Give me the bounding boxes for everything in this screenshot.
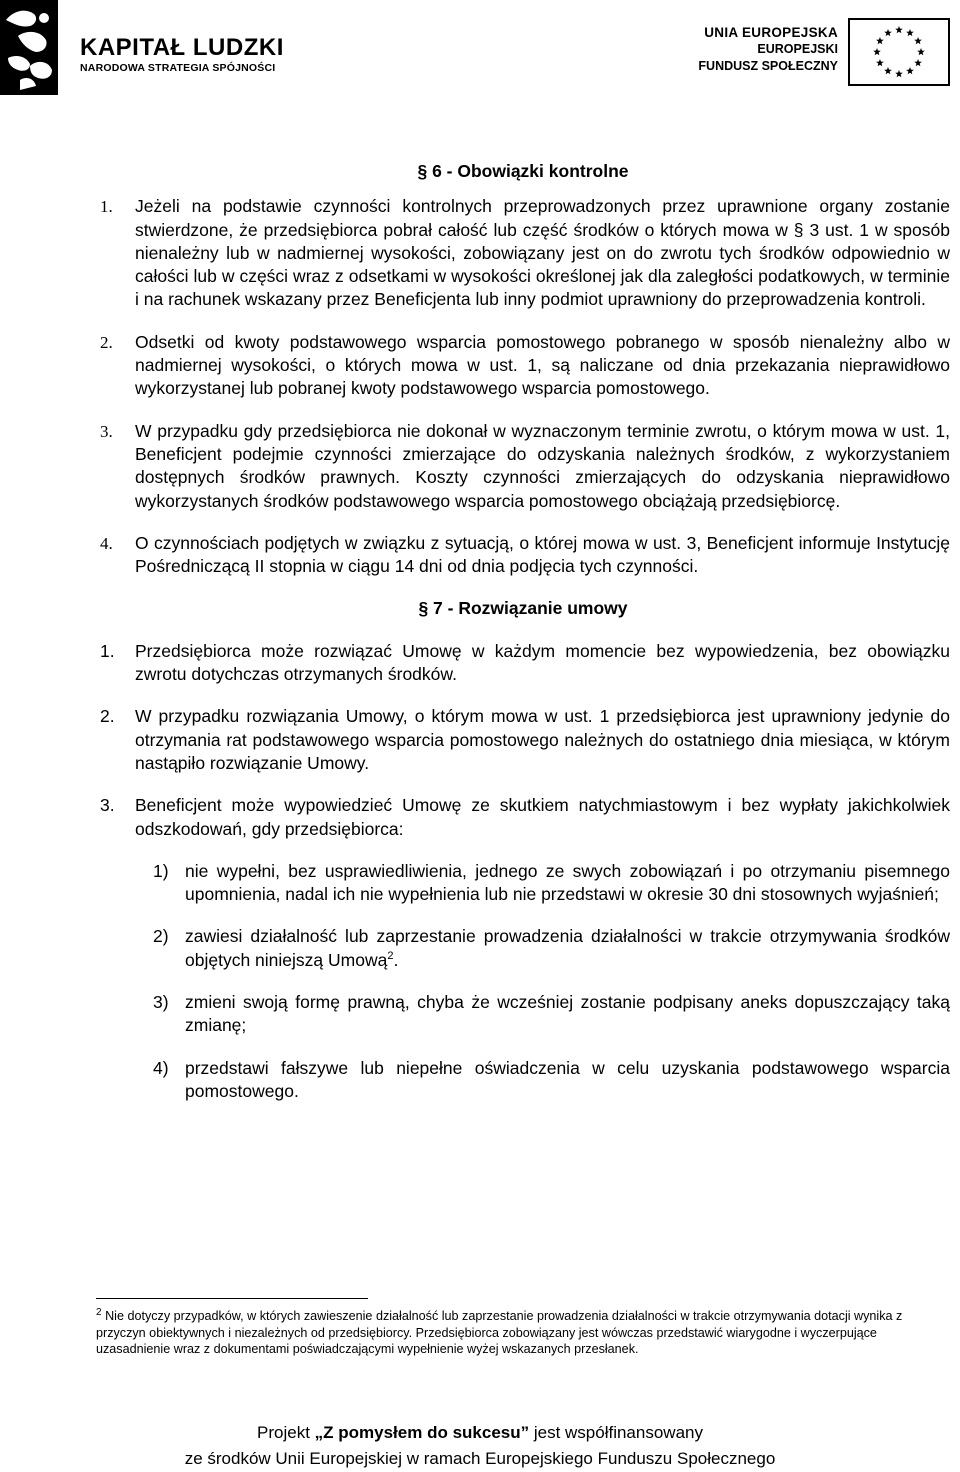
page-footer	[0, 1420, 960, 1472]
eu-logo-line2: EUROPEJSKI	[757, 42, 838, 56]
sub-item-tail: .	[393, 949, 399, 970]
item-text: Beneficjent może wypowiedzieć Umowę ze skutkiem natychmiastowym i bez wypłaty jakichkolwiek odszkodowań, gdy przedsiębiorca:	[135, 795, 950, 839]
sub-item-text: przedstawi fałszywe lub niepełne oświadczenia w celu uzyskania podstawowego wsparcia pomostowego.	[185, 1057, 950, 1101]
sub-item-text: zmieni swoją formę prawną, chyba że wcześniej zostanie podpisany aneks dopuszczający taką zmianę;	[185, 992, 950, 1036]
sub-item-number: 4)	[153, 1057, 169, 1078]
sub-item-number: 2)	[153, 926, 169, 947]
eu-flag-icon	[848, 18, 950, 86]
section-6-title: § 6 - Obowiązki kontrolne	[417, 161, 629, 181]
logo-subtitle: NARODOWA STRATEGIA SPÓJNOŚCI	[80, 62, 276, 74]
item-text: W przypadku gdy przedsiębiorca nie dokonał w wyznaczonym terminie zwrotu, o którym mowa w ust. 1, Beneficjent podejmie czynności zmierzające do odzyskania należnych środków, z wykorzystaniem dostępnych środków prawnych. Koszty czynności zmierzających do odzyskania nieprawidłowo wykorzystanych środków podstawowego wsparcia pomostowego obciążają przedsiębiorcę.	[135, 420, 950, 511]
eu-logo	[700, 18, 950, 88]
list-item	[100, 705, 950, 775]
sub-item-text: nie wypełni, bez usprawiedliwienia, jednego ze swych zobowiązań i po otrzymaniu pisemnego upomnienia, nadal ich nie wypełnienia lub nie przedstawi w okresie 30 dni stosownych wyjaśnień;	[185, 860, 950, 905]
list-item	[100, 195, 950, 311]
list-item	[100, 532, 950, 579]
sub-list-item	[100, 1057, 950, 1104]
footer-line1	[0, 1420, 960, 1446]
sub-list-item	[100, 991, 950, 1038]
item-text: Jeżeli na podstawie czynności kontrolnych przeprowadzonych przez uprawnione organy zostanie stwierdzone, że przedsiębiorca pobrał całość lub część środków o których mowa w § 3 ust. 1 w sposób nienależny lub w nadmiernej wysokości, zobowiązany jest on do zwrotu tych środków odpowiednio w całości lub w części wraz z odsetkami w wysokości określonej jak dla zaległości podatkowych, w terminie i na rachunek wskazany przez Beneficjenta lub inny podmiot uprawniony do przeprowadzenia kontroli.	[135, 196, 950, 310]
section-6-list	[96, 195, 950, 578]
footer-prefix: Projekt	[257, 1423, 315, 1442]
sub-item-number: 3)	[153, 992, 169, 1013]
eu-logo-line1: UNIA EUROPEJSKA	[704, 25, 838, 40]
list-item	[100, 420, 950, 513]
item-number: 2.	[100, 332, 113, 352]
footnote-separator	[96, 1298, 368, 1299]
sub-item-number: 1)	[153, 860, 169, 881]
footnote-mark: 2	[96, 1306, 102, 1318]
kapital-ludzki-logo	[0, 0, 290, 95]
list-item	[100, 794, 950, 841]
item-text: Odsetki od kwoty podstawowego wsparcia pomostowego pobranego w sposób nienależny albo w nadmiernej wysokości, o których mowa w ust. 1, są naliczane od dnia przekazania nieprawidłowo wykorzystanej lub pobranej kwoty podstawowego wsparcia pomostowego.	[135, 331, 950, 399]
item-text: O czynnościach podjętych w związku z sytuacją, o której mowa w ust. 3, Beneficjent informuje Instytucję Pośredniczącą II stopnia w ciągu 14 dni od dnia podjęcia tych czynności.	[135, 532, 950, 577]
item-number: 3.	[100, 421, 113, 441]
footer-line2: ze środków Unii Europejskiej w ramach Europejskiego Funduszu Społecznego	[184, 1449, 776, 1468]
item-text: Przedsiębiorca może rozwiązać Umowę w każdym momencie bez wypowiedzenia, bez obowiązku zwrotu dotychczas otrzymanych środków.	[135, 640, 950, 685]
footnote-reference[interactable]: 2	[387, 949, 394, 962]
item-number: 1.	[100, 197, 113, 217]
footnote-text: Nie dotyczy przypadków, w których zawieszenie działalność lub zaprzestanie prowadzenia działalności w trakcie otrzymywania dotacji wynika z przyczyn obiektywnych i niezależnych od przedsiębiorcy. Przedsiębiorca zobowiązany jest wówczas przedstawić wiarygodne i wyczerpujące uzasadnienie wraz z dokumentami poświadczającymi wypełnienie wyżej wskazanych przesłanek.	[96, 1309, 903, 1356]
eu-logo-text	[698, 24, 838, 75]
item-number: 4.	[100, 533, 113, 553]
footnote	[96, 1308, 930, 1358]
logo-title: KAPITAŁ LUDZKI	[80, 34, 284, 61]
item-number: 1.	[100, 640, 115, 661]
section-7-list	[96, 640, 950, 1103]
item-number: 3.	[100, 795, 115, 816]
page-header	[0, 0, 960, 100]
sub-list-item	[100, 860, 950, 907]
sub-list-item	[100, 925, 950, 972]
list-item	[100, 640, 950, 687]
footer-project-name: „Z pomysłem do sukcesu”	[314, 1423, 530, 1442]
item-text: W przypadku rozwiązania Umowy, o którym mowa w ust. 1 przedsiębiorca jest uprawniony jedynie do otrzymania rat podstawowego wsparcia pomostowego należnych do ostatniego dnia miesiąca, w którym nastąpiło rozwiązanie Umowy.	[135, 706, 950, 773]
document-body	[96, 160, 950, 1103]
sub-item-text: zawiesi działalność lub zaprzestanie prowadzenia działalności w trakcie otrzymywania środków objętych niniejszą Umową	[185, 926, 950, 970]
section-7-title: § 7 - Rozwiązanie umowy	[418, 598, 628, 619]
kapital-ludzki-emblem-icon	[0, 0, 78, 95]
list-item	[100, 331, 950, 401]
footer-suffix: jest współfinansowany	[529, 1423, 703, 1442]
item-number: 2.	[100, 706, 115, 727]
eu-logo-line3: FUNDUSZ SPOŁECZNY	[698, 59, 838, 73]
